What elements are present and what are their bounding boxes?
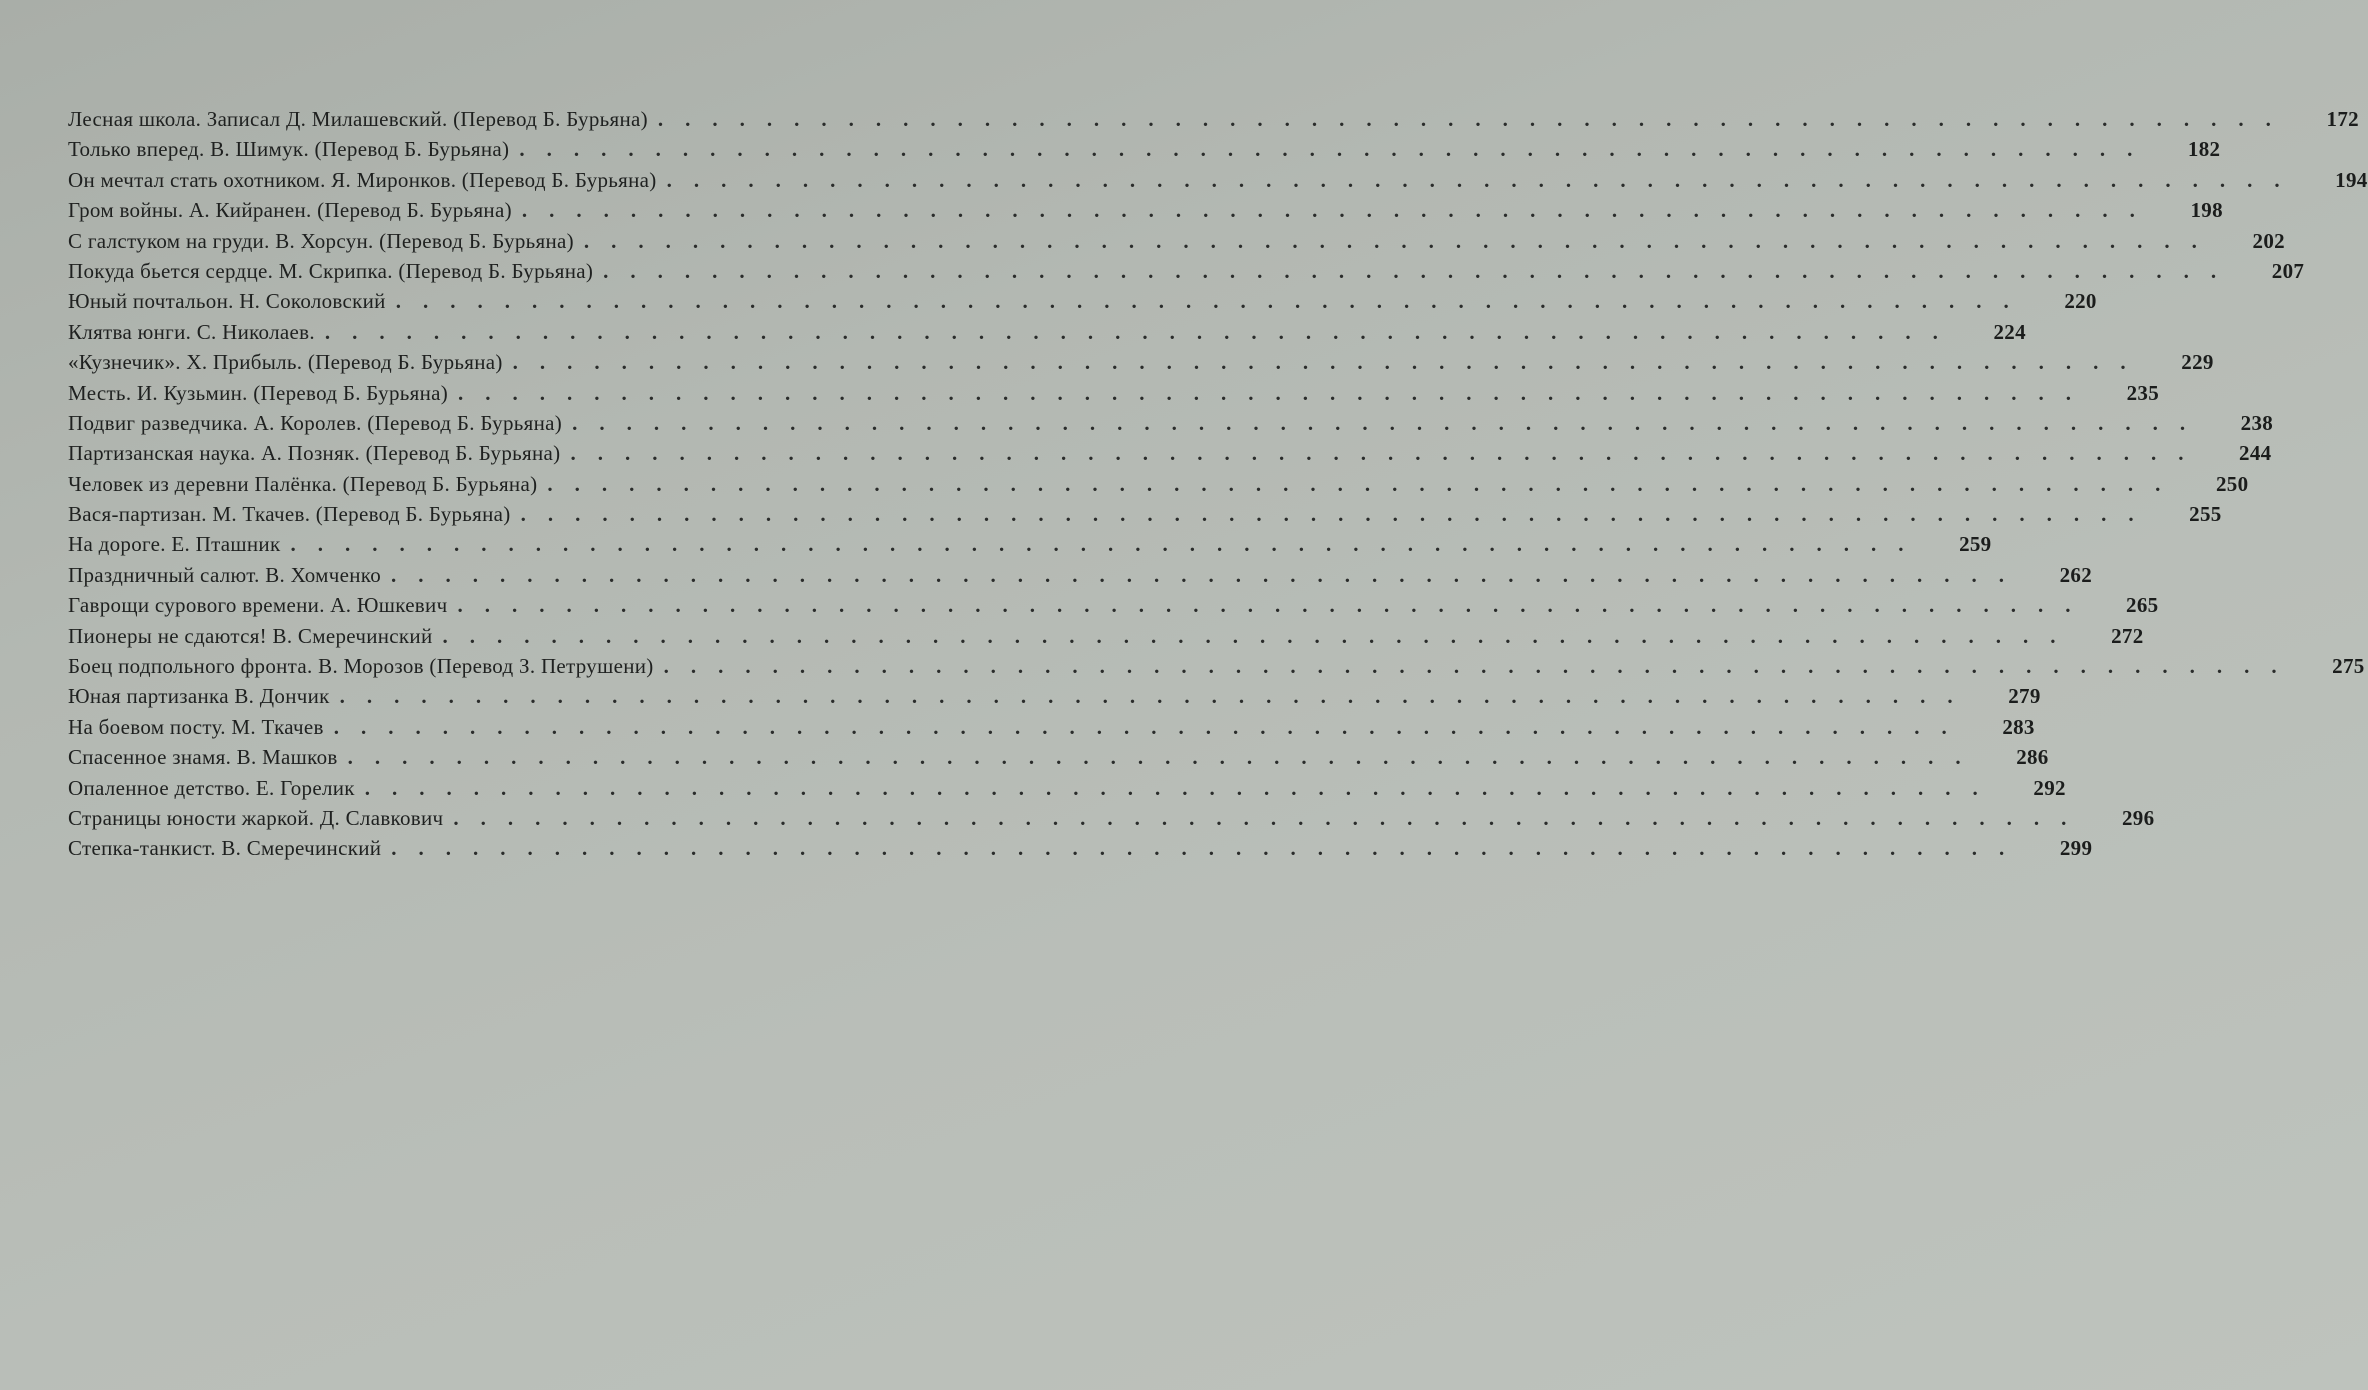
dot-leader: ............................................................ (570, 441, 2206, 466)
toc-entry-page-number: 194 (2335, 167, 2368, 192)
toc-entry-page-number: 238 (2240, 410, 2274, 435)
toc-entry-page-number: 182 (2187, 137, 2221, 162)
dot-leader: ............................................................ (333, 714, 1969, 739)
dot-leader: ............................................................ (364, 775, 2000, 800)
toc-entry (68, 590, 2159, 620)
toc-entry (68, 317, 2026, 347)
toc-entry-title: Гаврощи сурового времени. А. Юшкевич (68, 593, 448, 618)
dot-leader: ............................................................ (547, 471, 2183, 496)
toc-entry (68, 621, 2144, 651)
dot-leader: ............................................................ (521, 198, 2157, 223)
toc-entry (68, 529, 1992, 559)
toc-entry (68, 256, 2305, 286)
toc-entry (68, 408, 2274, 438)
dot-leader: ............................................................ (519, 137, 2155, 162)
toc-entry-title: Только вперед. В. Шимук. (Перевод Б. Бурьяна) (68, 137, 510, 162)
toc-entry (68, 226, 2285, 256)
toc-entry-title: Спасенное знамя. В. Машков (68, 745, 338, 770)
toc-entry-page-number: 275 (2332, 654, 2365, 679)
dot-leader: ............................................................ (512, 350, 2148, 375)
toc-entry (68, 469, 2249, 499)
toc-entry (68, 742, 2049, 772)
toc-entry-page-number: 244 (2239, 441, 2272, 466)
dot-leader: ............................................................ (657, 107, 2293, 131)
toc-entry-title: Партизанская наука. А. Позняк. (Перевод Б. Бурьяна) (68, 441, 561, 466)
toc-entry-title: Человек из деревни Палёнка. (Перевод Б. Бурьяна) (68, 471, 538, 496)
toc-entry (68, 773, 2066, 803)
toc-entry-title: Клятва юнги. С. Николаев. (68, 319, 315, 344)
toc-entry-page-number: 198 (2190, 198, 2223, 223)
toc-entry-page-number: 272 (2111, 623, 2144, 648)
toc-entry (68, 803, 2155, 833)
dot-leader: ............................................................ (442, 623, 2078, 648)
table-of-contents (68, 104, 2368, 864)
toc-entry-title: Вася-партизан. М. Ткачев. (Перевод Б. Бурьяна) (68, 502, 511, 527)
toc-entry (68, 712, 2035, 742)
toc-entry-title: С галстуком на груди. В. Хорсун. (Перевод Б. Бурьяна) (68, 228, 574, 253)
toc-entry-title: Он мечтал стать охотником. Я. Миронков. (Перевод Б. Бурьяна) (68, 167, 657, 192)
toc-entry (68, 438, 2272, 468)
toc-entry-title: На боевом посту. М. Ткачев (68, 714, 324, 739)
toc-entry (68, 195, 2223, 225)
toc-entry (68, 347, 2214, 377)
dot-leader: ............................................................ (339, 684, 1975, 709)
dot-leader: ............................................................ (666, 167, 2302, 192)
toc-entry-title: Опаленное детство. Е. Горелик (68, 775, 355, 800)
toc-entry-title: Гром войны. А. Кийранен. (Перевод Б. Бурьяна) (68, 198, 512, 223)
toc-entry-page-number: 229 (2181, 350, 2214, 375)
toc-entry-title: Праздничный салют. В. Хомченко (68, 562, 382, 587)
dot-leader: ............................................................ (457, 593, 2093, 618)
dot-leader: ............................................................ (391, 836, 2027, 861)
toc-entry-title: Месть. И. Кузьмин. (Перевод Б. Бурьяна) (68, 380, 449, 405)
dot-leader: ............................................................ (290, 532, 1926, 557)
toc-entry-page-number: 286 (2016, 745, 2049, 770)
toc-entry-page-number: 283 (2002, 714, 2035, 739)
toc-entry (68, 104, 2359, 134)
toc-entry-page-number: 255 (2189, 502, 2222, 527)
toc-entry-page-number: 265 (2126, 593, 2159, 618)
dot-leader: ............................................................ (391, 562, 2027, 587)
toc-entry-page-number: 299 (2059, 836, 2093, 861)
toc-entry-title: Покуда бьется сердце. М. Скрипка. (Перевод Б. Бурьяна) (68, 258, 594, 283)
toc-entry-page-number: 250 (2215, 471, 2249, 496)
dot-leader: ............................................................ (572, 410, 2208, 435)
dot-leader: ............................................................ (347, 745, 1983, 770)
toc-entry-page-number: 224 (1993, 319, 2026, 344)
toc-entry-page-number: 220 (2064, 289, 2097, 314)
toc-entry-title: На дороге. Е. Пташник (68, 532, 281, 557)
toc-entry-title: Пионеры не сдаются! В. Смеречинский (68, 623, 433, 648)
toc-entry (68, 165, 2368, 195)
toc-entry (68, 651, 2365, 681)
toc-entry-title: Боец подпольного фронта. В. Морозов (Перевод З. Петрушени) (68, 654, 654, 679)
toc-entry-title: Степка-танкист. В. Смеречинский (68, 836, 382, 861)
toc-entry-page-number: 292 (2033, 775, 2066, 800)
toc-entry-title: Страницы юности жаркой. Д. Славкович (68, 805, 444, 830)
toc-entry (68, 499, 2222, 529)
toc-entry-title: Подвиг разведчика. А. Королев. (Перевод Б. Бурьяна) (68, 410, 563, 435)
toc-entry (68, 833, 2093, 863)
dot-leader: ............................................................ (583, 228, 2219, 253)
toc-entry (68, 286, 2097, 316)
toc-entry-page-number: 259 (1959, 532, 1992, 557)
toc-entry-page-number: 172 (2326, 107, 2359, 131)
toc-entry (68, 560, 2093, 590)
dot-leader: ............................................................ (458, 380, 2094, 405)
dot-leader: ............................................................ (663, 654, 2299, 679)
toc-entry-title: «Кузнечик». Х. Прибыль. (Перевод Б. Бурьяна) (68, 350, 503, 375)
dot-leader: ............................................................ (603, 258, 2239, 283)
toc-entry-title: Юная партизанка В. Дончик (68, 684, 330, 709)
toc-entry-page-number: 262 (2059, 562, 2093, 587)
toc-entry-page-number: 235 (2126, 380, 2160, 405)
toc-entry-page-number: 279 (2008, 684, 2041, 709)
toc-entry-page-number: 207 (2271, 258, 2305, 283)
dot-leader: ............................................................ (453, 805, 2089, 830)
toc-entry-page-number: 202 (2252, 228, 2285, 253)
toc-entry-title: Юный почтальон. Н. Соколовский (68, 289, 386, 314)
toc-entry-title: Лесная школа. Записал Д. Милашевский. (Перевод Б. Бурьяна) (68, 107, 648, 131)
toc-entry (68, 378, 2160, 408)
dot-leader: ............................................................ (324, 319, 1960, 344)
dot-leader: ............................................................ (395, 289, 2031, 314)
toc-entry (68, 681, 2041, 711)
toc-entry (68, 134, 2221, 164)
dot-leader: ............................................................ (520, 502, 2156, 527)
toc-entry-page-number: 296 (2122, 805, 2155, 830)
